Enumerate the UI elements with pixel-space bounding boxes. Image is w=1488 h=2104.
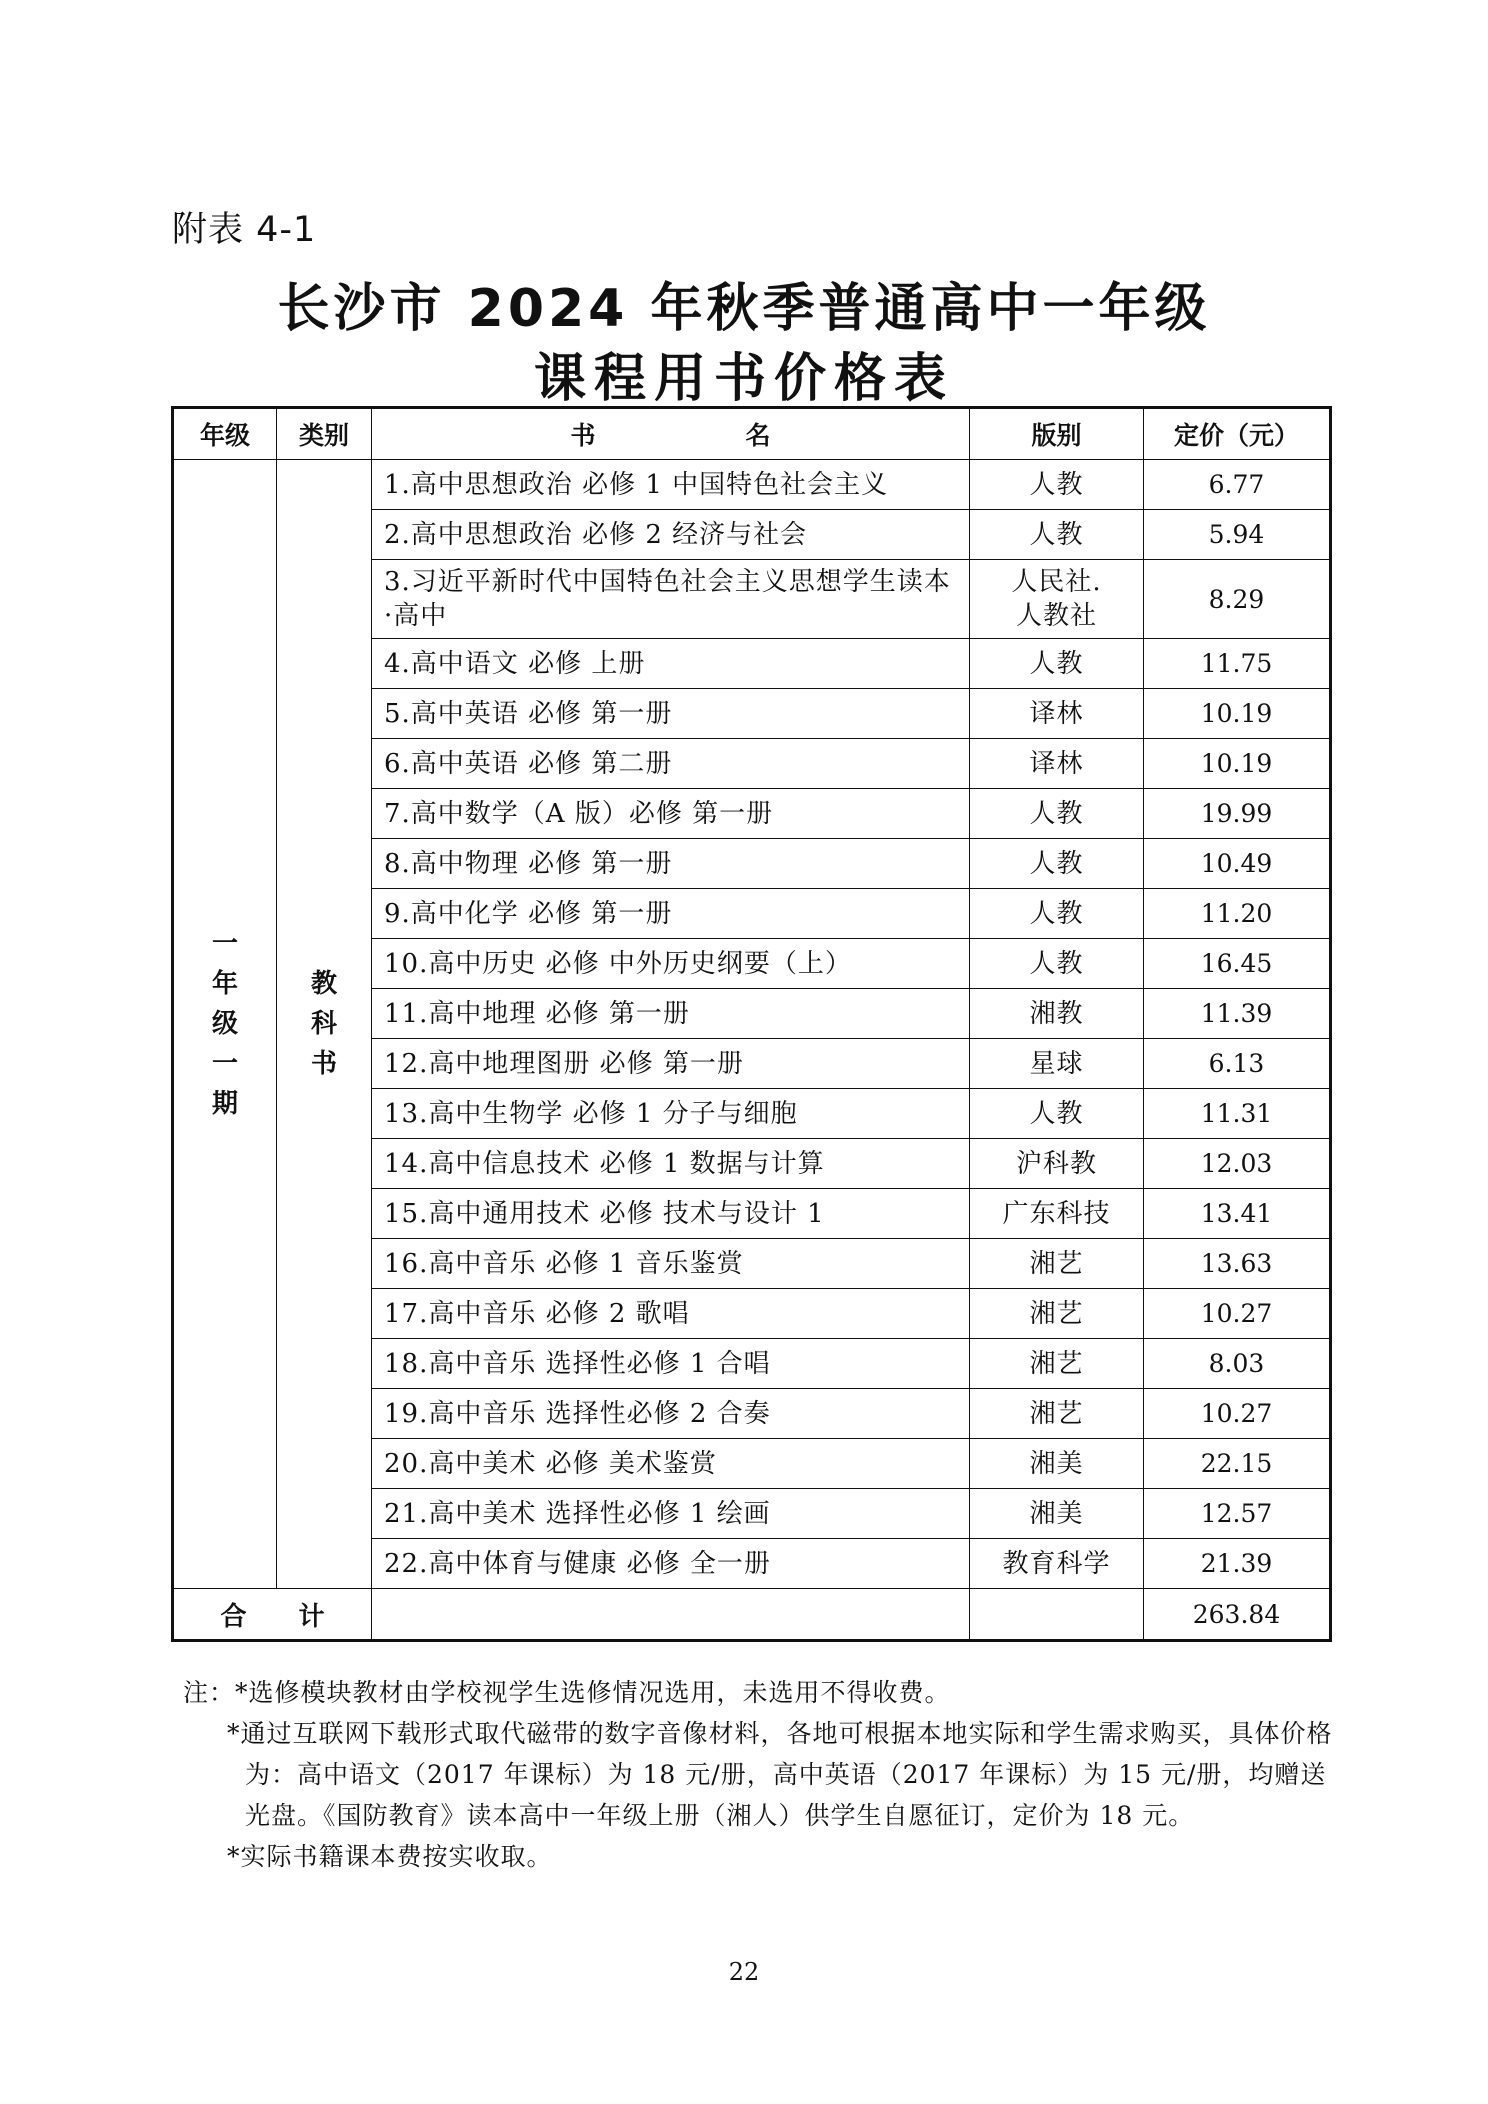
book-name: 20.高中美术 必修 美术鉴赏 <box>372 1439 970 1489</box>
book-name: 12.高中地理图册 必修 第一册 <box>372 1039 970 1089</box>
total-empty-edition <box>970 1589 1144 1641</box>
book-price: 11.75 <box>1144 639 1331 689</box>
page-title-line2: 课程用书价格表 <box>533 349 954 409</box>
table-header-row <box>173 408 1331 460</box>
book-name: 11.高中地理 必修 第一册 <box>372 989 970 1039</box>
book-name: 18.高中音乐 选择性必修 1 合唱 <box>372 1339 970 1389</box>
book-edition: 人教 <box>970 460 1144 510</box>
book-name: 21.高中美术 选择性必修 1 绘画 <box>372 1489 970 1539</box>
book-edition: 译林 <box>970 739 1144 789</box>
book-edition: 湘美 <box>970 1489 1144 1539</box>
page-number: 22 <box>728 1958 760 1986</box>
book-name: 13.高中生物学 必修 1 分子与细胞 <box>372 1089 970 1139</box>
header-book-name: 书 名 <box>372 408 970 460</box>
book-name: 15.高中通用技术 必修 技术与设计 1 <box>372 1189 970 1239</box>
header-category: 类别 <box>277 408 372 460</box>
book-name: 7.高中数学（A 版）必修 第一册 <box>372 789 970 839</box>
book-name: 1.高中思想政治 必修 1 中国特色社会主义 <box>372 460 970 510</box>
book-price: 10.27 <box>1144 1389 1331 1439</box>
book-edition: 教育科学 <box>970 1539 1144 1589</box>
book-edition: 人教 <box>970 939 1144 989</box>
total-value: 263.84 <box>1144 1589 1331 1641</box>
book-edition: 湘美 <box>970 1439 1144 1489</box>
book-edition: 沪科教 <box>970 1139 1144 1189</box>
book-edition: 人教 <box>970 639 1144 689</box>
book-edition: 人教 <box>970 889 1144 939</box>
book-price: 11.20 <box>1144 889 1331 939</box>
grade-cell <box>173 460 277 1589</box>
category-label: 教科书 <box>310 969 337 1079</box>
grade-label: 一年级一期 <box>211 929 238 1119</box>
book-edition: 广东科技 <box>970 1189 1144 1239</box>
book-edition: 人教 <box>970 789 1144 839</box>
book-name: 3.习近平新时代中国特色社会主义思想学生读本·高中 <box>372 560 970 639</box>
book-edition: 译林 <box>970 689 1144 739</box>
book-name: 19.高中音乐 选择性必修 2 合奏 <box>372 1389 970 1439</box>
table-body <box>173 460 1331 1641</box>
book-price: 10.27 <box>1144 1289 1331 1339</box>
book-name: 17.高中音乐 必修 2 歌唱 <box>372 1289 970 1339</box>
book-name: 10.高中历史 必修 中外历史纲要（上） <box>372 939 970 989</box>
book-price: 11.39 <box>1144 989 1331 1039</box>
total-row <box>173 1589 1331 1641</box>
annex-label: 附表 4-1 <box>172 210 317 250</box>
notes-prefix: 注： <box>183 1678 236 1707</box>
book-edition: 人教 <box>970 839 1144 889</box>
table-row <box>173 460 1331 510</box>
category-cell <box>277 460 372 1589</box>
book-price: 10.19 <box>1144 739 1331 789</box>
book-price: 5.94 <box>1144 510 1331 560</box>
book-price: 11.31 <box>1144 1089 1331 1139</box>
book-edition: 湘艺 <box>970 1289 1144 1339</box>
book-price: 10.49 <box>1144 839 1331 889</box>
book-price: 10.19 <box>1144 689 1331 739</box>
note-item: 注：*选修模块教材由学校视学生选修情况选用，未选用不得收费。 <box>183 1678 951 1707</box>
book-price: 6.77 <box>1144 460 1331 510</box>
book-edition: 人教 <box>970 510 1144 560</box>
book-edition: 湘教 <box>970 989 1144 1039</box>
book-price: 12.57 <box>1144 1489 1331 1539</box>
book-name: 22.高中体育与健康 必修 全一册 <box>372 1539 970 1589</box>
book-name: 5.高中英语 必修 第一册 <box>372 689 970 739</box>
book-price: 13.63 <box>1144 1239 1331 1289</box>
book-name: 16.高中音乐 必修 1 音乐鉴赏 <box>372 1239 970 1289</box>
book-price: 13.41 <box>1144 1189 1331 1239</box>
book-price: 12.03 <box>1144 1139 1331 1189</box>
header-price: 定价（元） <box>1144 408 1331 460</box>
textbook-price-table <box>171 406 1332 1642</box>
book-name: 2.高中思想政治 必修 2 经济与社会 <box>372 510 970 560</box>
book-edition: 星球 <box>970 1039 1144 1089</box>
book-name: 4.高中语文 必修 上册 <box>372 639 970 689</box>
book-edition: 人教 <box>970 1089 1144 1139</box>
book-name: 14.高中信息技术 必修 1 数据与计算 <box>372 1139 970 1189</box>
book-price: 8.29 <box>1144 560 1331 639</box>
book-price: 21.39 <box>1144 1539 1331 1589</box>
book-edition: 湘艺 <box>970 1339 1144 1389</box>
header-grade: 年级 <box>173 408 277 460</box>
book-name: 6.高中英语 必修 第二册 <box>372 739 970 789</box>
book-price: 19.99 <box>1144 789 1331 839</box>
notes <box>183 1672 1333 1877</box>
page-title-line1: 长沙市 2024 年秋季普通高中一年级 <box>277 279 1211 339</box>
book-price: 6.13 <box>1144 1039 1331 1089</box>
header-edition: 版别 <box>970 408 1144 460</box>
book-price: 16.45 <box>1144 939 1331 989</box>
book-price: 8.03 <box>1144 1339 1331 1389</box>
book-price: 22.15 <box>1144 1439 1331 1489</box>
total-label: 合 计 <box>173 1589 372 1641</box>
book-edition: 湘艺 <box>970 1389 1144 1439</box>
book-edition: 人民社.人教社 <box>970 560 1144 639</box>
book-edition: 湘艺 <box>970 1239 1144 1289</box>
book-name: 9.高中化学 必修 第一册 <box>372 889 970 939</box>
note-item: *实际书籍课本费按实收取。 <box>227 1842 553 1871</box>
total-empty-name <box>372 1589 970 1641</box>
book-name: 8.高中物理 必修 第一册 <box>372 839 970 889</box>
note-item: *通过互联网下载形式取代磁带的数字音像材料，各地可根据本地实际和学生需求购买，具体价格为：高中语文（2017 年课标）为 18 元/册，高中英语（2017 年课标）为 15 元/册，均赠送光盘。《国防教育》读本高中一年级上册（湘人）供学生自愿征订，定价为 18 元。 <box>227 1719 1333 1830</box>
